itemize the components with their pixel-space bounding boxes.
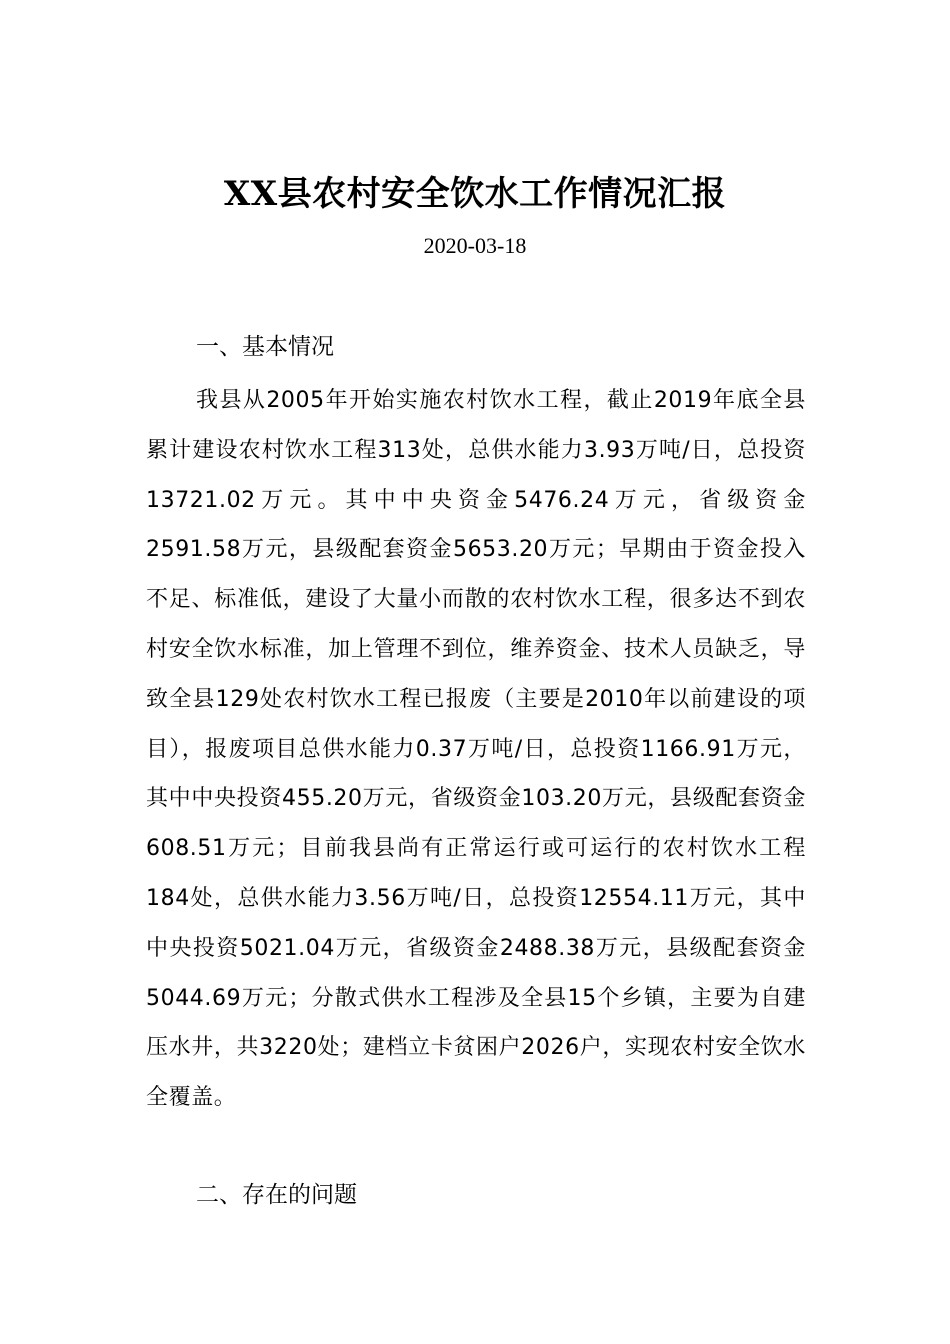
document-date: 2020-03-18 [423,233,527,258]
section-paragraph-basic-situation: 我县从2005年开始实施农村饮水工程，截止2019年底全县累计建设农村饮水工程313处，总供水能力3.93万吨/日，总投资13721.02万元。其中中央资金5476.24万元，省级资金2591.58万元，县级配套资金5653.20万元；早期由于资金投入不足、标准低，建设了大量小而散的农村饮水工程，很多达不到农村安全饮水标准，加上管理不到位，维养资金、技术人员缺乏，导致全县129处农村饮水工程已报废（主要是2010年以前建设的项目），报废项目总供水能力0.37万吨/日，总投资1166.91万元，其中中央投资455.20万元，省级资金103.20万元，县级配套资金608.51万元；目前我县尚有正常运行或可运行的农村饮水工程184处，总供水能力3.56万吨/日，总投资12554.11万元，其中中央投资5021.04万元，省级资金2488.38万元，县级配套资金5044.69万元；分散式供水工程涉及全县15个乡镇，主要为自建压水井，共3220处；建档立卡贫困户2026户，实现农村安全饮水全覆盖。 [146,388,806,1111]
document-title: XX县农村安全饮水工作情况汇报 [223,174,727,214]
section-heading-basic-situation: 一、基本情况 [196,334,334,360]
section-heading-existing-problems: 二、存在的问题 [196,1182,357,1208]
